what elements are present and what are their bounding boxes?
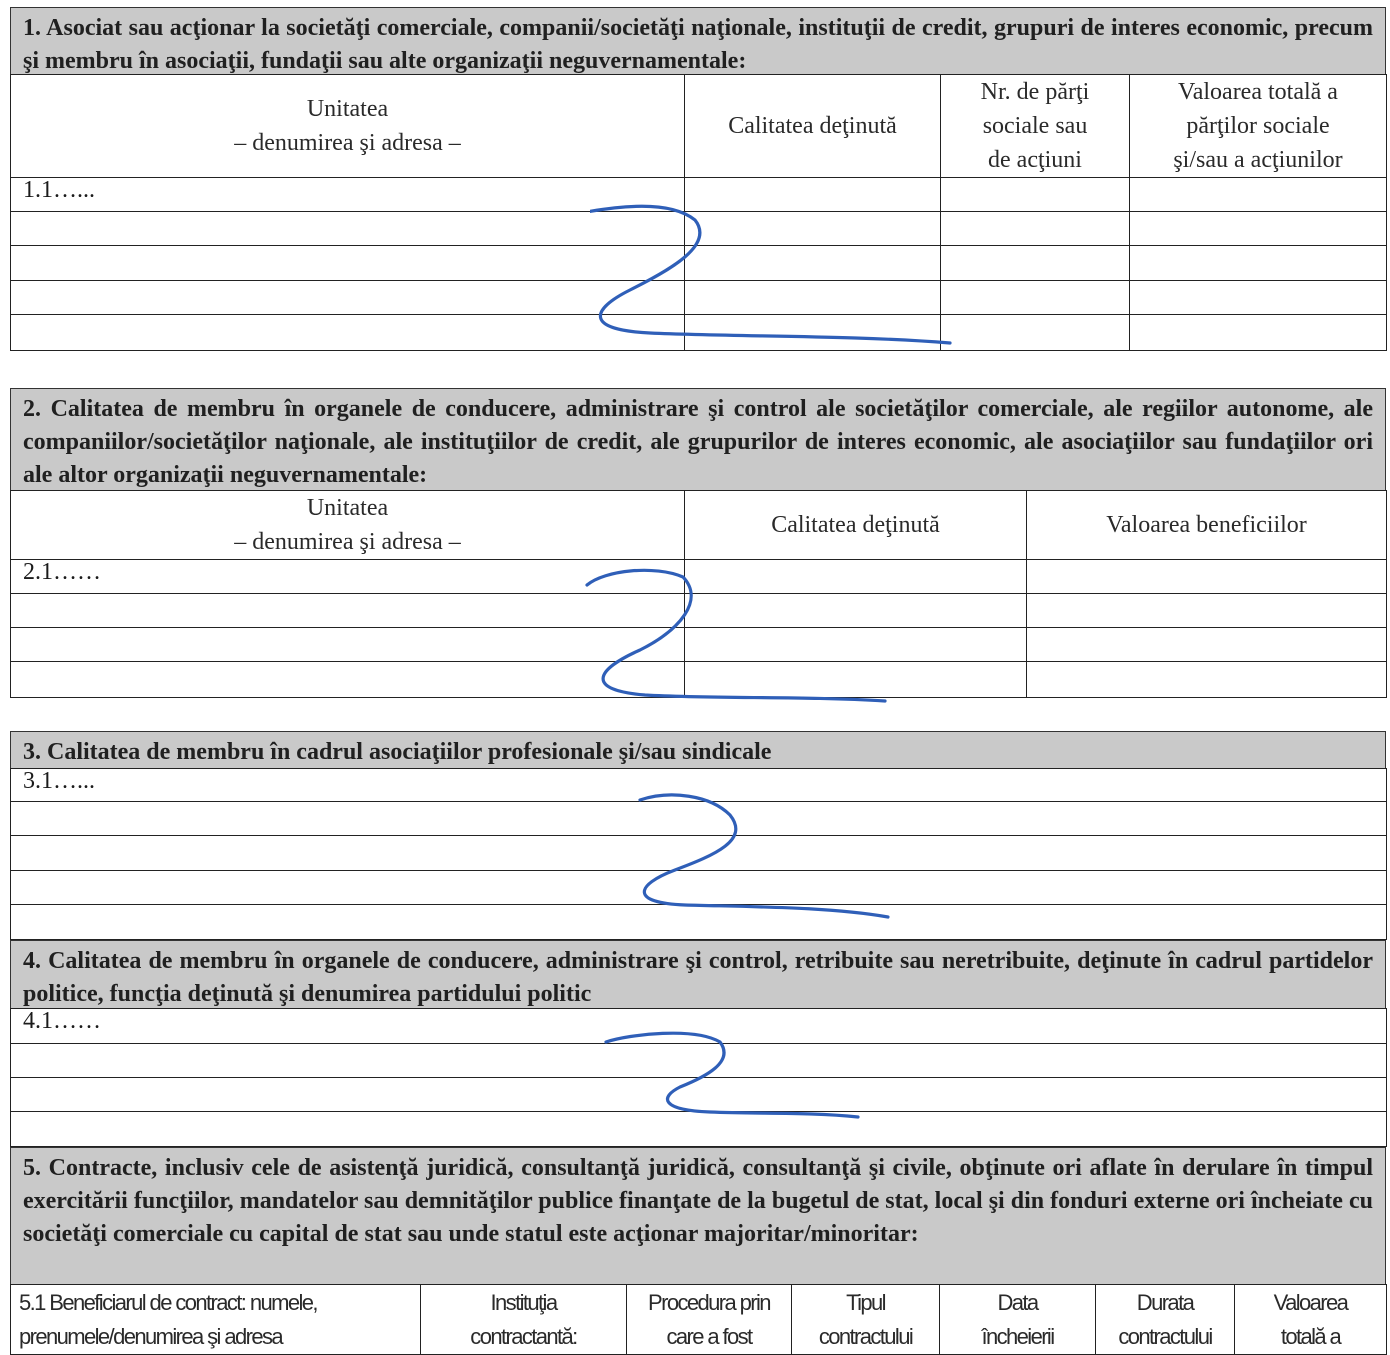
row-label: 3.1…... <box>11 769 1387 802</box>
table-cell <box>685 246 941 281</box>
col-header-unitatea-line2: – denumirea şi adresa – <box>234 529 461 555</box>
col-header-unitatea-line1: Unitatea <box>306 96 389 122</box>
col-header-valoarea-line1: Valoarea totală a <box>1178 79 1338 105</box>
col-header-nr-parti-line1: Nr. de părţi <box>980 79 1090 105</box>
table-cell <box>11 905 1387 940</box>
table-cell <box>941 246 1130 281</box>
section-5-table <box>10 1284 1387 1355</box>
table-cell <box>685 281 941 315</box>
table-cell <box>941 212 1130 246</box>
col-header-valoarea-line2: totală a <box>1280 1323 1341 1349</box>
table-cell <box>11 281 685 315</box>
section-5 <box>10 1147 1386 1355</box>
col-header-valoarea-line3: şi/sau a acţiunilor <box>1173 147 1343 173</box>
table-cell <box>685 560 1027 594</box>
col-header-valoarea-beneficiilor: Valoarea beneficiilor <box>1027 491 1387 560</box>
section-4 <box>10 940 1386 1147</box>
col-header-beneficiar <box>11 1285 421 1355</box>
table-cell <box>11 836 1387 871</box>
col-header-nr-parti-line3: de acţiuni <box>988 147 1082 173</box>
col-header-tipul <box>792 1285 940 1355</box>
table-cell <box>941 178 1130 212</box>
col-header-durata <box>1096 1285 1235 1355</box>
section-1-table <box>10 74 1387 351</box>
section-2 <box>10 388 1386 698</box>
col-header-unitatea-line1: Unitatea <box>306 495 389 521</box>
table-cell <box>1130 281 1387 315</box>
table-cell <box>685 594 1027 628</box>
table-cell <box>1130 178 1387 212</box>
section-3-title: 3. Calitatea de membru în cadrul asociaţiilor profesionale şi/sau sindicale <box>10 731 1386 768</box>
table-cell <box>11 246 685 281</box>
table-cell <box>1130 212 1387 246</box>
col-header-beneficiar-line1: 5.1 Beneficiarul de contract: numele, <box>19 1289 317 1315</box>
col-header-unitatea-line2: – denumirea şi adresa – <box>234 130 461 156</box>
section-2-title: 2. Calitatea de membru în organele de conducere, administrare şi control ale societăţilor comerciale, ale regiilor autonome, ale companiilor/societăţilor naţionale, ale instituţiilor de credit, ale grupurilor de interes economic, ale asociaţiilor sau fundaţiilor ori ale altor organizaţii neguvernamentale: <box>10 388 1386 490</box>
table-cell <box>1027 560 1387 594</box>
table-cell <box>1027 628 1387 662</box>
col-header-durata-line2: contractului <box>1118 1323 1212 1349</box>
col-header-unitatea <box>11 491 685 560</box>
col-header-institutia <box>421 1285 627 1355</box>
section-2-table <box>10 490 1387 698</box>
row-label: 1.1…... <box>11 178 685 212</box>
section-5-title: 5. Contracte, inclusiv cele de asistenţă juridică, consultanţă juridică, consultanţă şi civile, obţinute ori aflate în derulare în timpul exercitării funcţiilor, mandatelor sau demnităţilor publice finanţate de la bugetul de stat, local şi din fonduri externe ori încheiate cu societăţi comerciale cu capital de stat sau unde statul este acţionar majoritar/minoritar: <box>10 1147 1386 1284</box>
col-header-data-line2: încheierii <box>981 1323 1054 1349</box>
table-cell <box>11 315 685 351</box>
table-cell <box>11 212 685 246</box>
col-header-beneficiar-line2: prenumele/denumirea şi adresa <box>19 1323 282 1349</box>
table-cell <box>685 315 941 351</box>
col-header-valoarea <box>1130 75 1387 178</box>
col-header-calitatea: Calitatea deţinută <box>685 75 941 178</box>
table-cell <box>1027 662 1387 698</box>
table-cell <box>685 628 1027 662</box>
table-cell <box>11 1044 1387 1078</box>
table-cell <box>11 802 1387 836</box>
col-header-procedura <box>627 1285 792 1355</box>
table-cell <box>11 871 1387 905</box>
col-header-procedura-line2: care a fost <box>666 1323 752 1349</box>
section-3-table <box>10 768 1387 940</box>
section-1 <box>10 7 1386 351</box>
section-4-title: 4. Calitatea de membru în organele de conducere, administrare şi control, retribuite sau neretribuite, deţinute în cadrul partidelor politice, funcţia deţinută şi denumirea partidului politic <box>10 940 1386 1008</box>
table-cell <box>11 594 685 628</box>
table-cell <box>11 628 685 662</box>
col-header-unitatea <box>11 75 685 178</box>
col-header-data-line1: Data <box>997 1289 1038 1315</box>
row-label: 2.1…… <box>11 560 685 594</box>
table-cell <box>685 178 941 212</box>
table-cell <box>685 212 941 246</box>
col-header-valoarea-line2: părţilor sociale <box>1186 113 1330 139</box>
col-header-valoarea-line1: Valoarea <box>1273 1289 1348 1315</box>
col-header-durata-line1: Durata <box>1136 1289 1194 1315</box>
col-header-tipul-line2: contractului <box>818 1323 913 1349</box>
col-header-institutia-line2: contractantă: <box>470 1323 577 1349</box>
table-cell <box>1130 315 1387 351</box>
table-cell <box>685 662 1027 698</box>
col-header-tipul-line1: Tipul <box>846 1289 885 1315</box>
col-header-nr-parti-line2: sociale sau <box>982 113 1088 139</box>
table-cell <box>11 1112 1387 1147</box>
col-header-institutia-line1: Instituţia <box>490 1289 557 1315</box>
col-header-procedura-line1: Procedura prin <box>648 1289 770 1315</box>
table-cell <box>11 662 685 698</box>
col-header-calitatea: Calitatea deţinută <box>685 491 1027 560</box>
col-header-data <box>940 1285 1096 1355</box>
section-4-table <box>10 1008 1387 1147</box>
section-3 <box>10 731 1386 940</box>
table-cell <box>1130 246 1387 281</box>
col-header-valoarea <box>1235 1285 1387 1355</box>
table-cell <box>941 315 1130 351</box>
col-header-nr-parti <box>941 75 1130 178</box>
table-cell <box>1027 594 1387 628</box>
table-cell <box>11 1078 1387 1112</box>
table-cell <box>941 281 1130 315</box>
row-label: 4.1…… <box>11 1009 1387 1044</box>
section-1-title: 1. Asociat sau acţionar la societăţi comerciale, companii/societăţi naţionale, instituţii de credit, grupuri de interes economic, precum şi membru în asociaţii, fundaţii sau alte organizaţii neguvernamentale: <box>10 7 1386 74</box>
